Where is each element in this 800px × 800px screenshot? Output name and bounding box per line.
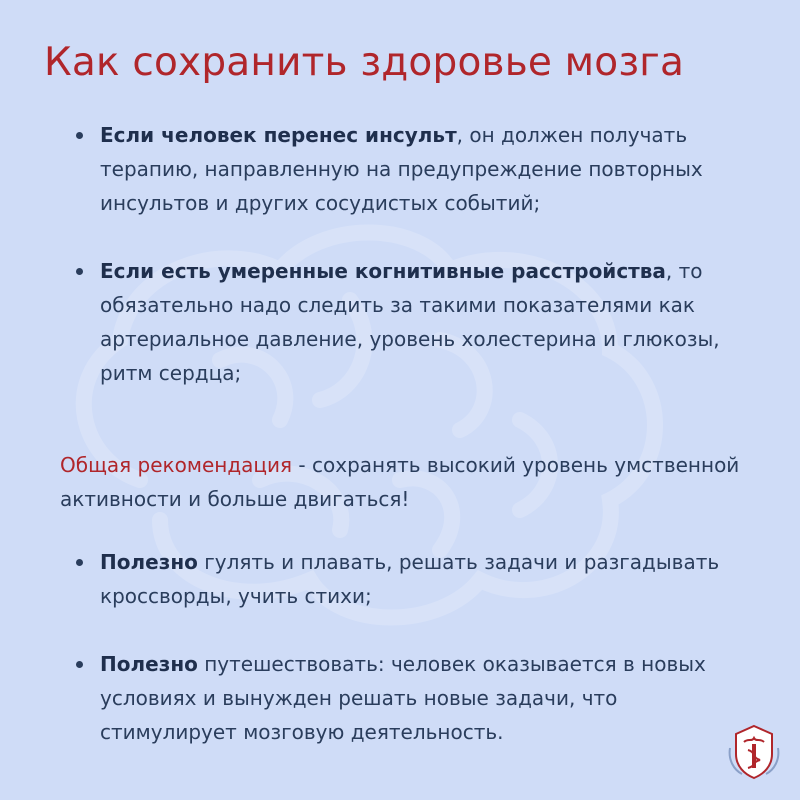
list-item	[100, 545, 760, 613]
item-lead: Полезно	[100, 652, 198, 676]
item-lead: Если человек перенес инсульт	[100, 123, 457, 147]
item-text: , то обязательно надо следить за такими показателями как артериальное давление, уровень холестерина и глюкозы, ритм сердца;	[100, 259, 720, 385]
general-recommendation	[60, 448, 760, 516]
recommendation-lead: Общая рекомендация	[60, 453, 293, 477]
item-lead: Если есть умеренные когнитивные расстройства	[100, 259, 666, 283]
recommendation-text: - сохранять высокий уровень умственной активности и больше двигаться!	[60, 453, 740, 511]
page-title: Как сохранить здоровье мозга	[44, 40, 685, 85]
bottom-bullet-list	[100, 545, 760, 749]
bullet-dot-icon	[76, 559, 83, 566]
item-text: , он должен получать терапию, направленную на предупреждение повторных инсультов и других сосудистых событий;	[100, 123, 703, 215]
list-item	[100, 254, 760, 390]
bullet-dot-icon	[76, 661, 83, 668]
top-bullet-list	[100, 118, 760, 390]
bullet-dot-icon	[76, 268, 83, 275]
item-text: гулять и плавать, решать задачи и разгадывать кроссворды, учить стихи;	[100, 550, 720, 608]
list-item	[100, 647, 760, 749]
ministry-emblem-icon	[722, 720, 786, 784]
item-lead: Полезно	[100, 550, 198, 574]
list-item	[100, 118, 760, 220]
item-text: путешествовать: человек оказывается в новых условиях и вынужден решать новые задачи, что стимулирует мозговую деятельность.	[100, 652, 706, 744]
bullet-dot-icon	[76, 132, 83, 139]
